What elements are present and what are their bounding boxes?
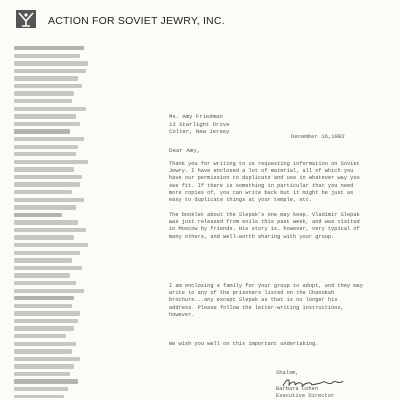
closing: Shalom,	[276, 370, 299, 376]
board-member-entry	[14, 395, 64, 398]
body-paragraph: I am enclosing a family for your group to adopt, and they may write to any of the prisoners listed on the Chanukah brochure...any except Slepak as that is no longer his address. Please follow the letter-writing instructions, however.	[169, 283, 363, 318]
recipient-address	[169, 113, 229, 136]
recipient-street: 13 Starlight Drive	[169, 120, 230, 128]
board-member-entry	[14, 342, 76, 346]
board-member-entry	[14, 54, 80, 58]
board-member-entry	[14, 182, 80, 186]
letter-date: December 16,1982	[291, 133, 345, 140]
board-member-entry	[14, 228, 86, 232]
board-member-entry	[14, 152, 76, 156]
board-member-entry	[14, 364, 74, 368]
board-member-entry	[14, 319, 78, 323]
body-paragraph: Thank you for writing to us requesting information on Soviet Jewry. I have enclosed a lot of material, all of which you have our permission to duplicate and use in whatever way you see fit. If there is something in particular that you need more copies of, you can write back but it might be just as easy to duplicate things at your temple, etc.	[169, 161, 360, 204]
board-member-entry	[14, 167, 74, 171]
board-member-entry	[14, 258, 72, 262]
board-member-entry	[14, 213, 62, 217]
signer-name: Barbara Cohen	[276, 386, 319, 392]
board-member-entry	[14, 372, 70, 376]
board-member-entry	[14, 311, 80, 315]
board-member-entry	[14, 46, 84, 50]
board-member-entry	[14, 84, 82, 88]
signer-block	[276, 386, 334, 399]
board-member-list	[14, 46, 100, 398]
board-member-entry	[14, 107, 86, 111]
board-member-entry	[14, 304, 72, 308]
board-member-entry	[14, 61, 88, 65]
board-member-entry	[14, 122, 80, 126]
body-paragraph: The booklet about the Slepak's one may keep. Vladimir Slepak was just released from exile this past week, and was visited in Moscow by friends. His story is, however, very typical of many others, and well-worth sharing with your group.	[169, 212, 360, 240]
board-member-entry	[14, 357, 80, 361]
board-member-entry	[14, 205, 76, 209]
board-member-entry	[14, 198, 84, 202]
board-member-entry	[14, 281, 76, 285]
board-member-entry	[14, 129, 70, 133]
salutation: Dear Amy,	[169, 147, 201, 154]
organization-name: ACTION FOR SOVIET JEWRY, INC.	[48, 15, 225, 27]
board-member-entry	[14, 243, 88, 247]
board-member-entry	[14, 69, 86, 73]
board-member-entry	[14, 175, 82, 179]
menorah-logo-icon	[15, 9, 37, 29]
board-member-entry	[14, 349, 72, 353]
board-member-entry	[14, 387, 68, 391]
recipient-name: Ms. Amy Friedman	[169, 113, 223, 120]
board-member-entry	[14, 160, 88, 164]
board-member-entry	[14, 76, 78, 80]
board-member-entry	[14, 235, 74, 239]
board-member-entry	[14, 114, 76, 118]
board-member-entry	[14, 91, 74, 95]
board-member-entry	[14, 326, 74, 330]
board-member-entry	[14, 137, 84, 141]
body-paragraph: We wish you well on this important undertaking.	[169, 341, 319, 347]
board-member-entry	[14, 99, 72, 103]
board-member-entry	[14, 266, 82, 270]
board-member-entry	[14, 220, 78, 224]
signer-title: Executive Director	[276, 392, 335, 399]
board-member-entry	[14, 190, 72, 194]
board-member-entry	[14, 251, 80, 255]
board-member-entry	[14, 334, 66, 338]
board-member-entry	[14, 296, 74, 300]
recipient-city: Colter, New Jersey	[169, 128, 230, 136]
board-member-entry	[14, 379, 78, 383]
board-member-entry	[14, 273, 70, 277]
board-member-entry	[14, 145, 78, 149]
board-member-entry	[14, 289, 84, 293]
